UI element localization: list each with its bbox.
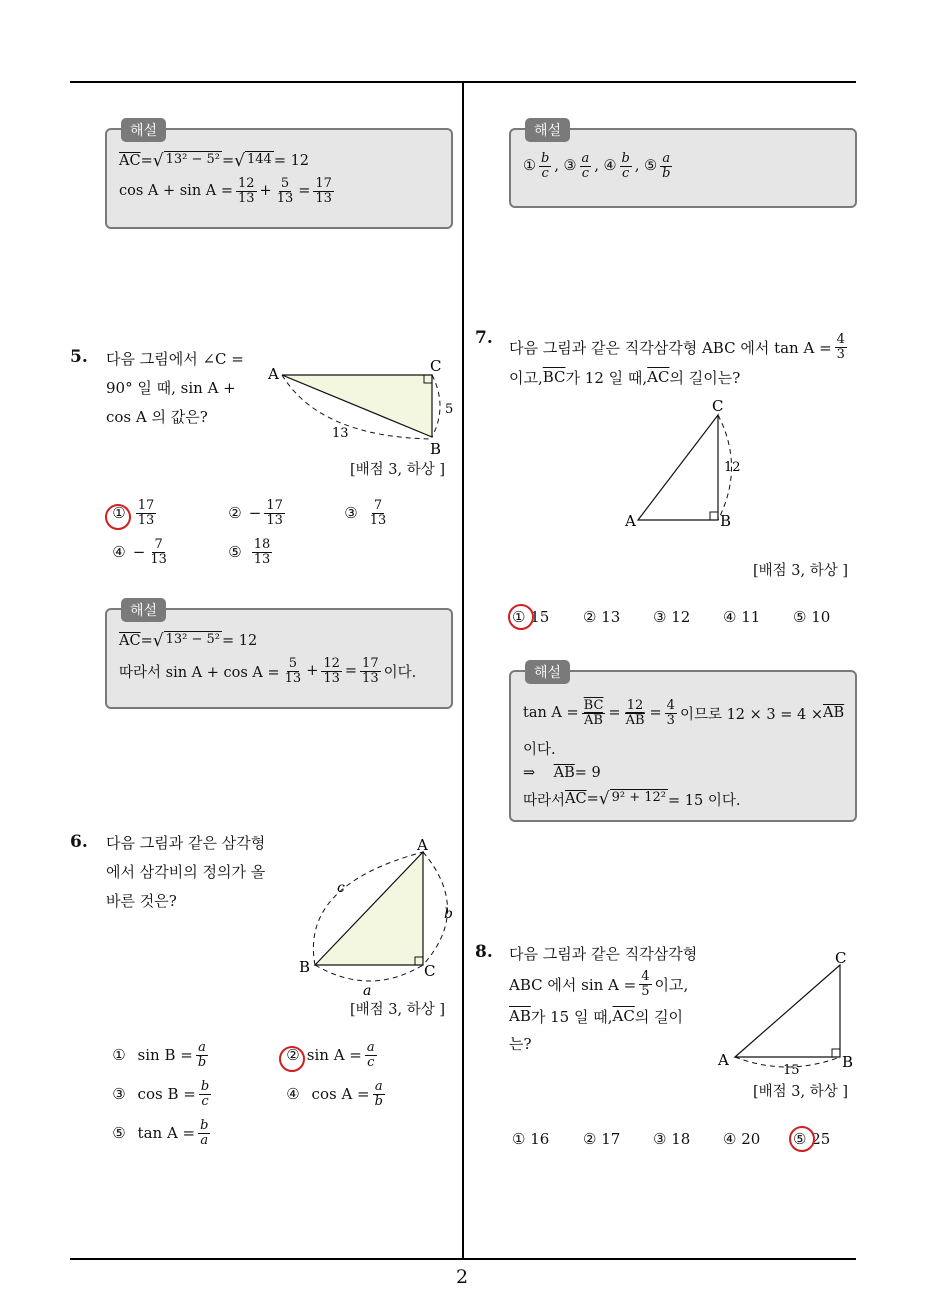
choice-1[interactable]: ① $\frac{17}{13}$ [112,498,155,528]
svg-text:a: a [363,983,372,999]
score-label: [배점 3, 하상 ] [350,1002,446,1018]
choice-2[interactable]: ② sin A = $\frac{a}{c}$ [286,1040,375,1070]
question-number: 6. [70,832,88,852]
bottom-rule [70,1258,856,1260]
svg-text:c: c [337,880,345,896]
svg-text:13: 13 [332,426,349,441]
solution-line: 이다. [523,741,556,758]
answer-circle-mark [279,1046,305,1072]
solution-line: ① $\frac{b}{c}$ , ③ $\frac{a}{c}$ , ④ $\frac{b}{c}$ , ⑤ $\frac{a}{b}$ [523,150,671,181]
choice-5[interactable]: ⑤ 25 [793,1130,831,1148]
triangle-figure-q7 [620,395,760,535]
svg-text:A: A [718,1051,729,1069]
question-number: 5. [70,347,88,367]
question-text: 다음 그림과 같은 삼각형 에서 삼각비의 정의가 올 바른 것은? [106,834,266,910]
choice-5[interactable]: ⑤ $\frac{18}{13}$ [228,537,271,567]
solution-line: tan A = $\frac{\overline{BC}}{AB}$ = $\frac{12}{AB}$ = $\frac{4}{3}$ 이므로 12 × 3 = 4 × $\overline{AB}$ [523,697,845,728]
solution-line: cos A + sin A = $\frac{12}{13}$ + $\frac{5}{13}$ = $\frac{17}{13}$ [119,175,332,206]
solution-box-q4 [105,123,453,229]
solution-line: 따라서 $\overline{AC}$ = √ 9² + 12² = 15 이다. [523,789,741,809]
choice-3[interactable]: ③ cos B = $\frac{b}{c}$ [112,1079,210,1109]
solution-box-q5 [105,603,453,709]
svg-text:C: C [835,949,847,967]
svg-text:C: C [712,397,724,415]
score-label: [배점 3, 하상 ] [753,563,849,579]
solution-line: 따라서 sin A + cos A = $\frac{5}{13}$ + $\frac{12}{13}$ = $\frac{17}{13}$ 이다. [119,655,417,686]
svg-text:b: b [444,906,453,922]
choice-4[interactable]: ④ 11 [723,608,761,626]
answer-circle-mark [508,604,534,630]
svg-text:B: B [842,1053,854,1071]
choice-1[interactable]: ① 16 [512,1130,550,1148]
question-text: 다음 그림과 같은 직각삼각형 ABC 에서 sin A = $\frac{4}{5}$ 이고, $\overline{AB}$ 가 15 일 때, $\overline{AC}$ 의 길이 는? [509,944,698,1053]
triangle-figure-q8 [715,945,865,1075]
question-number: 8. [475,942,493,962]
page-number: 2 [456,1266,469,1288]
choice-3[interactable]: ③ $\frac{7}{13}$ [344,498,387,528]
choice-3[interactable]: ③ 12 [653,608,691,626]
svg-text:15: 15 [783,1063,800,1075]
choice-2[interactable]: ② − $\frac{17}{13}$ [228,498,283,528]
solution-box-q6 [509,123,857,208]
column-divider [462,82,464,1260]
svg-text:B: B [720,512,732,530]
svg-text:A: A [268,365,279,383]
choice-5[interactable]: ⑤ tan A = $\frac{b}{a}$ [112,1118,209,1148]
solution-tag: 해설 [525,118,570,142]
score-label: [배점 3, 하상 ] [350,462,446,478]
choice-4[interactable]: ④ 20 [723,1130,761,1148]
svg-text:B: B [299,958,311,976]
score-label: [배점 3, 하상 ] [753,1084,849,1100]
choice-2[interactable]: ② 17 [583,1130,621,1148]
svg-text:C: C [424,962,436,980]
question-number: 7. [475,328,493,348]
svg-text:A: A [625,512,636,530]
solution-line: $\overline{AC}$ = √ 13² − 5² = 12 [119,631,258,651]
choice-3[interactable]: ③ 18 [653,1130,691,1148]
choice-2[interactable]: ② 13 [583,608,621,626]
svg-text:5: 5 [445,402,454,417]
triangle-figure-q5 [260,355,460,460]
answer-circle-mark [789,1126,815,1152]
choice-4[interactable]: ④ cos A = $\frac{a}{b}$ [286,1079,383,1109]
svg-text:B: B [430,440,442,458]
answer-circle-mark [105,504,131,530]
solution-box-q7 [509,665,857,822]
solution-tag: 해설 [121,598,166,622]
svg-text:12: 12 [724,460,741,475]
choice-1[interactable]: ① sin B = $\frac{a}{b}$ [112,1040,207,1070]
question-text: 다음 그림과 같은 직각삼각형 ABC 에서 tan A = $\frac{4}{3}$ 이고, $\overline{BC}$ 가 12 일 때, $\overline{AC}$ 의 길이는? [509,331,845,387]
choice-5[interactable]: ⑤ 10 [793,608,831,626]
question-text: 다음 그림에서 ∠C = 90° 일 때, sin A + cos A 의 값은? [106,350,244,426]
solution-tag: 해설 [121,118,166,142]
svg-text:C: C [430,357,442,375]
triangle-figure-q6 [290,835,465,1000]
choice-4[interactable]: ④ − $\frac{7}{13}$ [112,537,167,567]
choice-1[interactable]: ① 15 [512,608,550,626]
solution-line: ⇒ $\overline{AB}$ = 9 [523,765,601,781]
solution-line: $\overline{AC}$ = √ 13² − 5² = √ 144 = 12 [119,151,310,171]
svg-text:A: A [417,836,428,854]
solution-tag: 해설 [525,660,570,684]
